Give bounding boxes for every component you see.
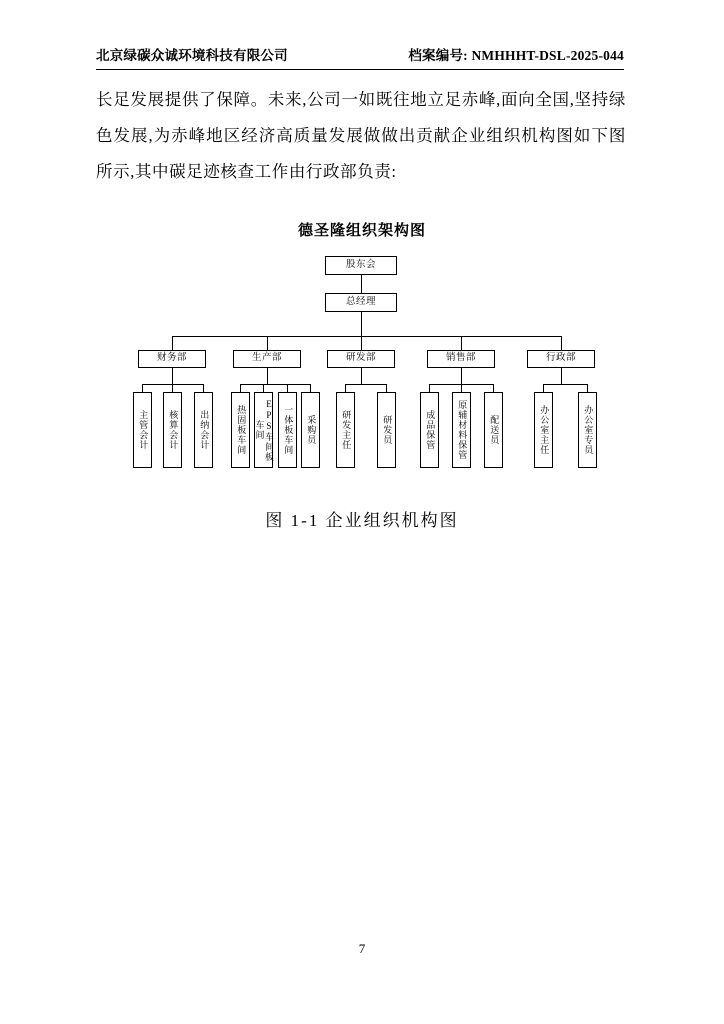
connector-vertical xyxy=(461,384,462,392)
org-node-chief-accountant: 主管会计 xyxy=(133,392,152,468)
org-chart xyxy=(0,248,724,498)
body-paragraph: 长足发展提供了保障。未来,公司一如既往地立足赤峰,面向全国,坚持绿色发展,为赤峰地区经济高质量发展做做出贡献企业组织机构图如下图所示,其中碳足迹核查工作由行政部负责: xyxy=(96,90,626,181)
connector-vertical xyxy=(310,384,311,392)
connector-vertical xyxy=(267,336,268,350)
connector-vertical xyxy=(587,384,588,392)
connector-vertical xyxy=(203,384,204,392)
connector-vertical xyxy=(493,384,494,392)
org-node-integrated-board-workshop: 一体板车间 xyxy=(278,392,297,468)
connector-vertical xyxy=(172,384,173,392)
connector-vertical xyxy=(386,384,387,392)
connector-vertical xyxy=(561,336,562,350)
org-node-rnd-staff: 研发员 xyxy=(377,392,396,468)
header-company-name: 北京绿碳众诚环境科技有限公司 xyxy=(96,48,288,63)
org-node-sales-dept: 销售部 xyxy=(427,350,495,368)
org-node-production-dept: 生产部 xyxy=(233,350,301,368)
connector-vertical xyxy=(429,384,430,392)
figure-caption: 图 1-1 企业组织机构图 xyxy=(265,511,459,530)
org-node-raw-material-keeper: 原辅材料保管 xyxy=(452,392,471,468)
org-chart-title: 德圣隆组织架构图 xyxy=(297,223,426,239)
connector-vertical xyxy=(361,312,362,336)
org-node-rnd-dept: 研发部 xyxy=(327,350,395,368)
connector-vertical xyxy=(461,336,462,350)
connector-vertical xyxy=(543,384,544,392)
org-node-admin-dept: 行政部 xyxy=(527,350,595,368)
org-node-finished-goods-keeper: 成品保管 xyxy=(420,392,439,468)
page-header xyxy=(96,44,624,70)
header-archive-code: NMHHHT-DSL-2025-044 xyxy=(471,48,624,63)
connector-vertical xyxy=(461,368,462,384)
org-node-purchaser: 采购员 xyxy=(301,392,320,468)
connector-vertical xyxy=(361,336,362,350)
page-number: 7 xyxy=(358,941,366,956)
org-node-office-director: 办公室主任 xyxy=(534,392,553,468)
connector-vertical xyxy=(561,368,562,384)
connector-vertical xyxy=(263,384,264,392)
connector-vertical xyxy=(240,384,241,392)
connector-horizontal xyxy=(543,384,587,385)
org-node-delivery-staff: 配送员 xyxy=(484,392,503,468)
org-node-thermoset-workshop: 热固板车间 xyxy=(231,392,250,468)
org-node-rnd-director: 研发主任 xyxy=(336,392,355,468)
org-node-eps-workshop: EPS车间板车间 xyxy=(254,392,273,468)
connector-horizontal xyxy=(345,384,386,385)
header-archive-number xyxy=(408,44,624,64)
connector-vertical xyxy=(267,368,268,384)
org-node-cashier-accountant: 出纳会计 xyxy=(194,392,213,468)
org-node-general-manager: 总经理 xyxy=(325,293,397,312)
connector-vertical xyxy=(287,384,288,392)
org-node-cost-accountant: 核算会计 xyxy=(163,392,182,468)
connector-vertical xyxy=(345,384,346,392)
org-node-shareholders: 股东会 xyxy=(325,256,397,275)
header-archive-label: 档案编号: xyxy=(408,48,468,63)
org-node-finance-dept: 财务部 xyxy=(138,350,206,368)
connector-vertical xyxy=(361,275,362,293)
org-node-office-specialist: 办公室专员 xyxy=(578,392,597,468)
connector-vertical xyxy=(172,368,173,384)
connector-horizontal xyxy=(240,384,310,385)
connector-vertical xyxy=(142,384,143,392)
connector-vertical xyxy=(172,336,173,350)
connector-horizontal-bus xyxy=(172,336,562,337)
connector-vertical xyxy=(361,368,362,384)
